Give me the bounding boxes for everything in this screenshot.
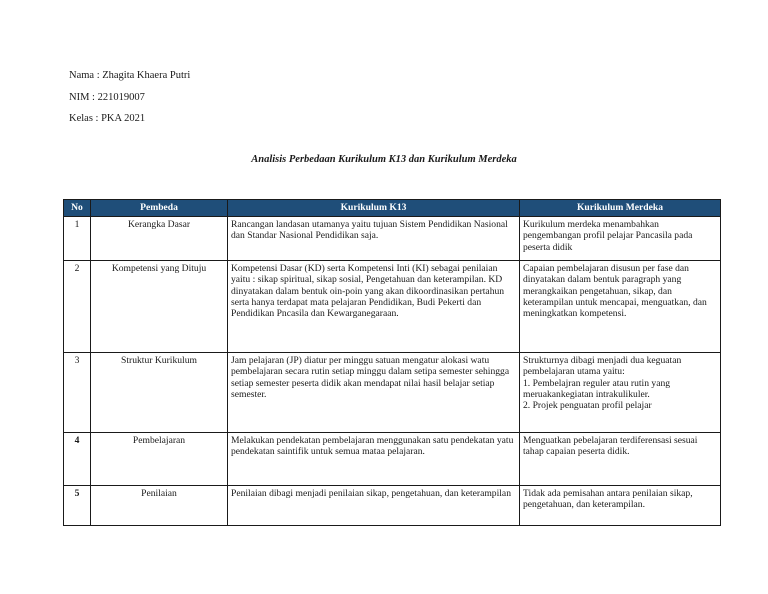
- row-number: 5: [64, 486, 91, 526]
- row-merdeka: Capaian pembelajaran disusun per fase dan dinyatakan dalam bentuk paragraph yang merangkaikan pengetahuan, sikap, dan keterampilan untuk mencapai, menguatkan, dan meningkatkan kompetensi.: [520, 261, 721, 353]
- student-nim: NIM : 221019007: [69, 92, 145, 103]
- row-merdeka: Strukturnya dibagi menjadi dua keguatan pembelajaran utama yaitu: 1. Pembelajran reguler atau rutin yang meruakankegiatan intrakulikuler. 2. Projek penguatan profil pelajar: [520, 353, 721, 433]
- row-k13: Jam pelajaran (JP) diatur per minggu satuan mengatur alokasi watu pembelajaran secara rutin setiap minggu dalam setipa semester sehingga setiap semester peserta didik akan mendapat nilai hasil belajar setiap semester.: [228, 353, 520, 433]
- header-no: No: [64, 200, 91, 217]
- row-merdeka: Menguatkan pebelajaran terdiferensasi sesuai tahap capaian peserta didik.: [520, 433, 721, 486]
- header-k13: Kurikulum K13: [228, 200, 520, 217]
- student-class: Kelas : PKA 2021: [69, 113, 146, 124]
- row-pembeda: Kompetensi yang Dituju: [91, 261, 228, 353]
- table-row: [64, 433, 721, 486]
- header-pembeda: Pembeda: [91, 200, 228, 217]
- row-k13: Rancangan landasan utamanya yaitu tujuan Sistem Pendidikan Nasional dan Standar Nasional Pendidikan saja.: [228, 217, 520, 261]
- row-pembeda: Struktur Kurikulum: [91, 353, 228, 433]
- row-merdeka: Kurikulum merdeka menambahkan pengembangan profil pelajar Pancasila pada peserta didik: [520, 217, 721, 261]
- student-name: Nama : Zhagita Khaera Putri: [69, 70, 191, 81]
- document-title: Analisis Perbedaan Kurikulum K13 dan Kurikulum Merdeka: [251, 154, 517, 165]
- table-row: [64, 353, 721, 433]
- row-number: 1: [64, 217, 91, 261]
- row-pembeda: Kerangka Dasar: [91, 217, 228, 261]
- row-k13: Penilaian dibagi menjadi penilaian sikap, pengetahuan, dan keterampilan: [228, 486, 520, 526]
- table-row: [64, 486, 721, 526]
- comparison-table: [63, 199, 721, 526]
- table-header-row: [64, 200, 721, 217]
- row-pembeda: Pembelajaran: [91, 433, 228, 486]
- table-row: [64, 217, 721, 261]
- row-k13: Melakukan pendekatan pembelajaran menggunakan satu pendekatan yatu pendekatan saintifik untuk semua mataa pelajaran.: [228, 433, 520, 486]
- row-pembeda: Penilaian: [91, 486, 228, 526]
- header-merdeka: Kurikulum Merdeka: [520, 200, 721, 217]
- row-number: 2: [64, 261, 91, 353]
- row-number: 4: [64, 433, 91, 486]
- table-row: [64, 261, 721, 353]
- row-merdeka: Tidak ada pemisahan antara penilaian sikap, pengetahuan, dan keterampilan.: [520, 486, 721, 526]
- row-number: 3: [64, 353, 91, 433]
- row-k13: Kompetensi Dasar (KD) serta Kompetensi Inti (KI) sebagai penilaian yaitu : sikap spiritual, sikap sosial, Pengetahuan dan keterampilan. KD dinyatakan dalam bentuk oin-poin yang akan dikoordinasikan pertahun serta hanya terdapat mata pelajaran Pendidikan, Budi Pekerti dan Pendidikan Pncasila dan Kewarganegaraan.: [228, 261, 520, 353]
